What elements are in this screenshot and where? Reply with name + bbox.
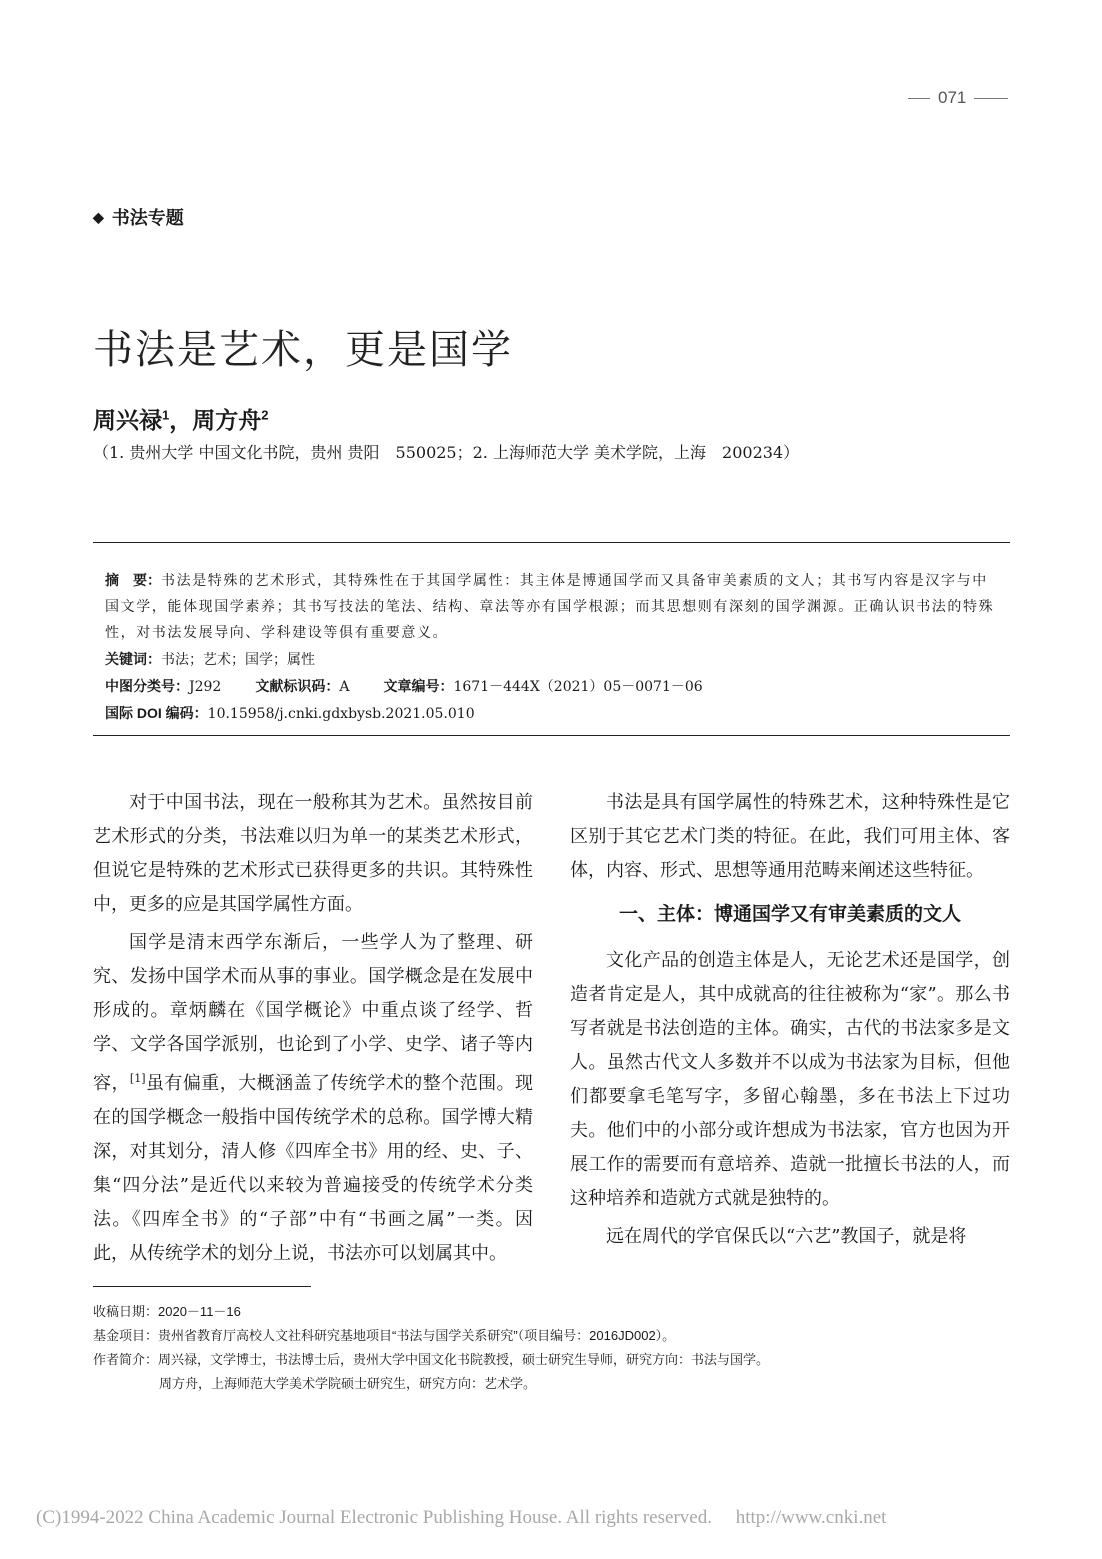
column-tag-text: 书法专题 [111, 208, 184, 228]
article-no-label: 文章编号： [383, 678, 454, 694]
body-paragraph [93, 926, 533, 1271]
doi-line [105, 700, 998, 727]
keywords-line [105, 646, 998, 673]
abstract-box [93, 542, 1010, 736]
received-label: 收稿日期： [93, 1304, 159, 1319]
doi-label: 国际 DOI 编码： [105, 705, 208, 721]
affiliation: （1. 贵州大学 中国文化书院，贵州 贵阳 550025；2. 上海师范大学 美术学院，上海 200234） [93, 443, 800, 462]
page-number-rule-left [908, 98, 930, 99]
author-1-affil-mark: 1 [162, 407, 170, 423]
footnotes [93, 1300, 1010, 1396]
column-tag [93, 204, 184, 230]
bio-1: 周兴禄，文学博士，书法博士后，贵州大学中国文化书院教授，硕士研究生导师，研究方向：书法与国学。 [158, 1352, 770, 1367]
authors [93, 402, 268, 435]
author-separator: ， [169, 407, 193, 433]
copyright-watermark: (C)1994-2022 China Academic Journal Electronic Publishing House. All rights reserved. http://www.cnki.net [36, 1507, 887, 1528]
author-bio [93, 1348, 1010, 1372]
body-column-left [93, 786, 533, 1275]
received-date [93, 1300, 1010, 1324]
fund-info [93, 1324, 1010, 1348]
fund-label: 基金项目： [93, 1328, 159, 1343]
received-value: 2020－11－16 [158, 1304, 241, 1319]
page-number-text: 071 [938, 88, 967, 107]
clc-label: 中图分类号： [105, 678, 189, 694]
body-paragraph: 远在周代的学官保氏以“六艺”教国子，就是将 [606, 1226, 967, 1247]
body-paragraph: 对于中国书法，现在一般称其为艺术。虽然按目前艺术形式的分类，书法难以归为单一的某类艺术形式，但说它是特殊的艺术形式已获得更多的共识。其特殊性中，更多的应是其国学属性方面。 [93, 792, 533, 915]
fund-value: 贵州省教育厅高校人文社科研究基地项目“书法与国学关系研究”（项目编号：2016JD002）。 [158, 1328, 676, 1343]
keywords-label: 关键词： [105, 651, 161, 667]
doi: 10.15958/j.cnki.gdxbysb.2021.05.010 [207, 706, 475, 722]
section-heading: 一、主体：博通国学又有审美素质的文人 [618, 904, 961, 925]
citation-link[interactable]: [1] [129, 1072, 146, 1085]
author-bio-2: 周方舟，上海师范大学美术学院硕士研究生，研究方向：艺术学。 [159, 1376, 537, 1391]
body-text: 国学是清末西学东渐后，一些学人为了整理、研究、发扬中国学术而从事的事业。国学概念是在发展中形成的。章炳麟在《国学概论》中重点谈了经学、哲学、文学各国学派别，也论到了小学、史学、诸子等内容， [93, 932, 533, 1094]
doc-code-label: 文献标识码： [255, 678, 340, 694]
bio-label: 作者简介： [93, 1352, 159, 1367]
abstract-label: 摘 要： [105, 572, 161, 588]
body-column-right [570, 786, 1010, 1258]
keywords: 书法；艺术；国学；属性 [161, 652, 315, 668]
page-number-rule-right [974, 98, 1008, 99]
doc-code: A [339, 679, 350, 695]
diamond-icon: ◆ [93, 208, 104, 225]
footnote-divider [93, 1286, 311, 1287]
classification-line [105, 673, 998, 700]
body-text: 虽有偏重，大概涵盖了传统学术的整个范围。现在的国学概念一般指中国传统学术的总称。国学博大精深，对其划分，清人修《四库全书》用的经、史、子、集“四分法”是近代以来较为普遍接受的传统学术分类法。《四库全书》的“子部”中有“书画之属”一类。因此，从传统学术的划分上说，书法亦可以划属其中。 [93, 1073, 533, 1264]
abstract [105, 567, 998, 646]
author-1: 周兴禄 [93, 407, 162, 433]
body-paragraph: 文化产品的创造主体是人，无论艺术还是国学，创造者肯定是人，其中成就高的往往被称为“家”。那么书写者就是书法创造的主体。确实，古代的书法家多是文人。虽然古代文人多数并不以成为书法家为目标，但他们都要拿毛笔写字，多留心翰墨，多在书法上下过功夫。他们中的小部分或许想成为书法家，官方也因为开展工作的需要而有意培养、造就一批擅长书法的人，而这种培养和造就方式就是独特的。 [570, 950, 1010, 1209]
body-paragraph: 书法是具有国学属性的特殊艺术，这种特殊性是它区别于其它艺术门类的特征。在此，我们可用主体、客体，内容、形式、思想等通用范畴来阐述这些特征。 [570, 792, 1010, 881]
page-number [908, 88, 1014, 108]
author-2-affil-mark: 2 [261, 407, 269, 423]
abstract-text: 书法是特殊的艺术形式，其特殊性在于其国学属性：其主体是博通国学而又具备审美素质的文人；其书写内容是汉字与中国文学，能体现国学素养；其书写技法的笔法、结构、章法等亦有国学根源；而其思想则有深刻的国学渊源。正确认识书法的特殊性，对书法发展导向、学科建设等俱有重要意义。 [105, 573, 995, 641]
article-no: 1671－444X（2021）05－0071－06 [453, 679, 703, 695]
article-title: 书法是艺术，更是国学 [93, 327, 513, 373]
author-2: 周方舟 [192, 407, 262, 433]
clc-code: J292 [189, 679, 222, 695]
